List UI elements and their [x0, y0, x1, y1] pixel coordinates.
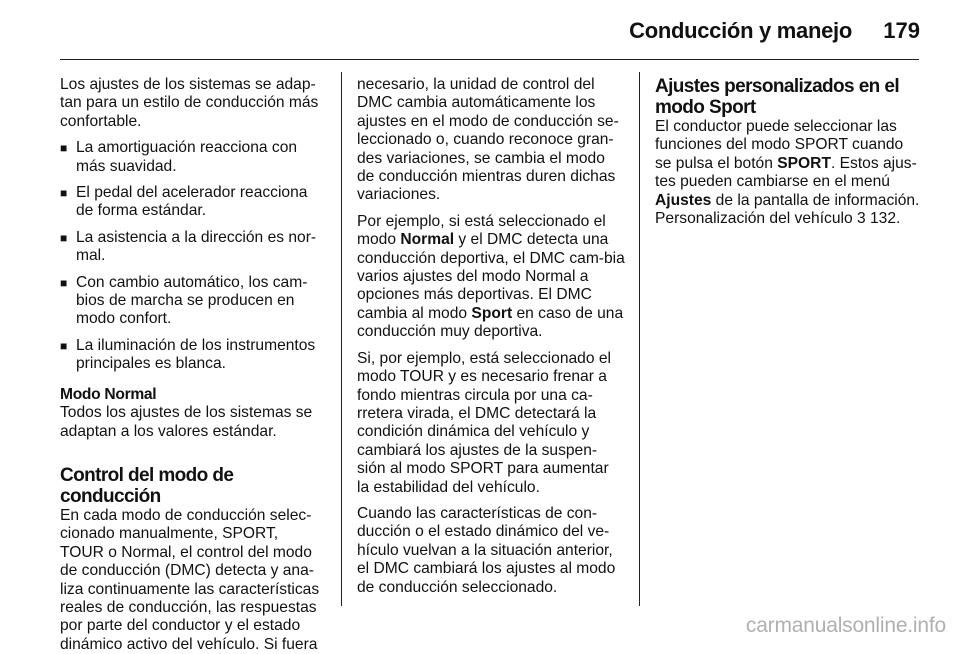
drive-mode-control-text: En cada modo de conducción selec-cionado manualmente, SPORT, TOUR o Normal, el control del modo de conducción (DMC) detecta y ana-liza continuamente las características reales de conducción, las respuestas por parte del conductor y el estado dinámico activo del vehículo. Si fuera	[60, 506, 320, 653]
bullet-icon: ■	[60, 141, 68, 156]
page-reference-arrow-icon: 3	[856, 210, 866, 228]
header-rule	[60, 59, 919, 60]
dmc-paragraph-3: Si, por ejemplo, está seleccionado el modo TOUR y es necesario frenar a fondo mientras circula por una ca-rretera virada, el DMC detectará la condición dinámica del vehículo y cambiará los ajustes de la suspen-sión al modo SPORT para aumentar la estabilidad del vehículo.	[357, 349, 611, 496]
normal-mode-label: Normal	[400, 231, 455, 249]
list-item: ■ La amortiguación reacciona con más suavidad.	[60, 139, 298, 175]
sport-custom-heading: Ajustes personalizados en el modo Sport	[655, 76, 900, 118]
column-3	[655, 76, 923, 236]
bullet-icon: ■	[60, 186, 68, 201]
normal-mode-text: Todos los ajustes de los sistemas se adaptan a los valores estándar.	[60, 404, 313, 440]
sport-custom-text: El conductor puede seleccionar las funciones del modo SPORT cuando se pulsa el botón SPORT. Estos ajus-tes pueden cambiarse en el menú Ajustes de la pantalla de información. Personalización del vehículo 3 132.	[655, 118, 920, 228]
list-item: ■ El pedal del acelerador reacciona de forma estándar.	[60, 184, 308, 220]
dmc-paragraph-1: necesario, la unidad de control del DMC cambia automáticamente los ajustes en el modo de conducción se-leccionado o, cuando reconoce gran-des variaciones, se cambia el modo de conducción mientras duren dichas variaciones.	[357, 76, 619, 204]
list-item: ■ Con cambio automático, los cam-bios de marcha se producen en modo confort.	[60, 273, 308, 328]
dmc-paragraph-4: Cuando las características de con-ducción o el estado dinámico del ve-hículo vuelvan a la situación anterior, el DMC cambiará los ajustes al modo de conducción seleccionado.	[357, 504, 616, 596]
bullet-icon: ■	[60, 338, 68, 353]
watermark: carmanualsonline.info	[745, 614, 946, 637]
list-item: ■ La asistencia a la dirección es nor-mal.	[60, 228, 317, 265]
sport-button-label: SPORT	[777, 154, 831, 172]
dmc-paragraph-2: Por ejemplo, si está seleccionado el modo Normal y el DMC detecta una conducción deportiva, el DMC cam-bia varios ajustes del modo Normal a opciones más deportivas. El DMC cambia al modo Sport en caso de una conducción muy deportiva.	[357, 212, 625, 341]
page-number: 179	[883, 18, 920, 43]
sport-mode-label: Sport	[471, 304, 513, 322]
normal-mode-heading: Modo Normal	[60, 385, 157, 403]
column-divider	[639, 72, 640, 606]
column-1	[60, 76, 326, 654]
drive-mode-control-heading: Control del modo de conducción	[60, 464, 234, 507]
settings-menu-label: Ajustes	[655, 191, 712, 209]
bullet-icon: ■	[60, 275, 68, 290]
page-title: Conducción y manejo	[629, 18, 852, 43]
column-divider	[341, 72, 342, 606]
comfort-settings-list	[60, 139, 326, 373]
column-2	[357, 76, 625, 605]
bullet-icon: ■	[60, 230, 68, 245]
intro-paragraph: Los ajustes de los sistemas se adap-tan para un estilo de conducción más confortable.	[60, 76, 319, 130]
list-item: ■ La iluminación de los instrumentos principales es blanca.	[60, 336, 316, 373]
page-reference: 132.	[865, 210, 901, 228]
